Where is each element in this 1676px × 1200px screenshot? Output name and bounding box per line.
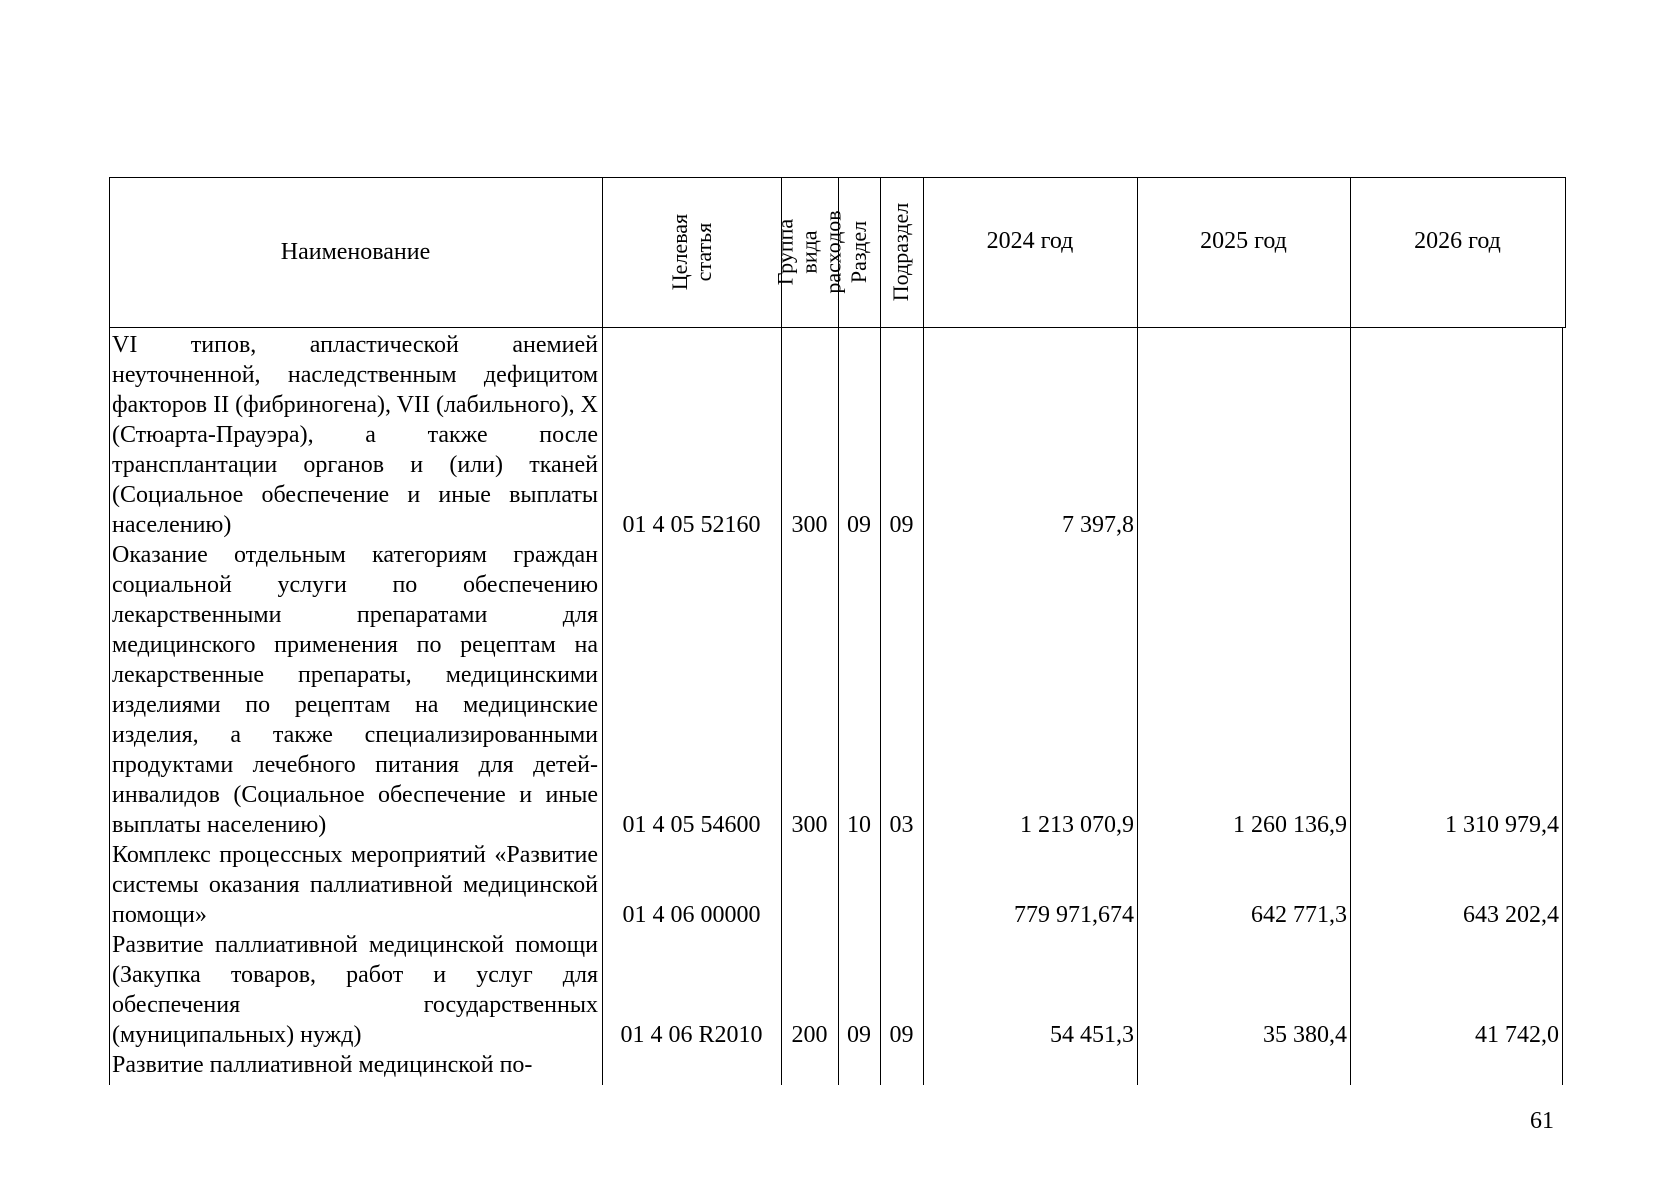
header-name: Наименование xyxy=(280,239,431,265)
row-name: Развитие паллиативной медицинской по- xyxy=(112,1052,533,1078)
budget-table xyxy=(109,177,1566,1085)
row-value-2024: 779 971,674 xyxy=(1014,902,1134,928)
row-name: Комплекс процессных мероприятий «Развитие системы оказания паллиативной медицинской помощи» xyxy=(112,842,598,928)
row-subsection: 03 xyxy=(889,812,914,838)
row-code: 01 4 06 R2010 xyxy=(620,1022,763,1048)
header-year-2024: 2024 год xyxy=(986,228,1074,254)
header-year-2025: 2025 год xyxy=(1200,228,1287,254)
row-value-2026: 41 742,0 xyxy=(1475,1022,1559,1048)
row-section: 09 xyxy=(847,1022,871,1048)
row-value-2025: 642 771,3 xyxy=(1251,902,1347,928)
header-subsection: Подраздел xyxy=(888,202,914,302)
row-group: 300 xyxy=(791,812,828,838)
row-value-2024: 1 213 070,9 xyxy=(1020,812,1134,838)
header-target-article: Целевая статья xyxy=(666,213,716,291)
row-value-2025: 35 380,4 xyxy=(1263,1022,1347,1048)
header-year-2026: 2026 год xyxy=(1414,228,1501,254)
row-section: 09 xyxy=(847,512,871,538)
row-group: 300 xyxy=(791,512,828,538)
col-border xyxy=(1562,327,1563,1085)
row-section: 10 xyxy=(847,812,871,838)
row-subsection: 09 xyxy=(889,1022,914,1048)
row-value-2025: 1 260 136,9 xyxy=(1233,812,1347,838)
row-value-2024: 7 397,8 xyxy=(1062,512,1134,538)
page-number: 61 xyxy=(1530,1108,1554,1134)
row-value-2026: 643 202,4 xyxy=(1463,902,1559,928)
row-code: 01 4 05 52160 xyxy=(622,512,761,538)
header-expense-group: Группа вида расходов xyxy=(772,210,846,294)
row-name: Развитие паллиативной медицинской помощи (Закупка товаров, работ и услуг для обеспечения государственных (муниципальных) нужд) xyxy=(112,932,598,1048)
row-value-2024: 54 451,3 xyxy=(1050,1022,1134,1048)
row-name: Оказание отдельным категориям граждан социальной услуги по обеспечению лекарственными препаратами для медицинского применения по рецептам на лекарственные препараты, медицинскими изделиями по рецептам на медицинские изделия, а также специализированными продуктами лечебного питания для детей-инвалидов (Социальное обеспечение и иные выплаты населению) xyxy=(112,542,598,838)
row-group: 200 xyxy=(791,1022,828,1048)
row-code: 01 4 05 54600 xyxy=(622,812,761,838)
row-subsection: 09 xyxy=(889,512,914,538)
row-code: 01 4 06 00000 xyxy=(622,902,761,928)
row-value-2026: 1 310 979,4 xyxy=(1445,812,1559,838)
row-name: VI типов, апластической анемией неуточненной, наследственным дефицитом факторов II (фибриногена), VII (лабильного), X (Стюарта-Прауэра), а также после трансплантации органов и (или) тканей (Социальное обеспечение и иные выплаты населению) xyxy=(112,332,598,538)
col-border xyxy=(1565,177,1566,327)
header-section: Раздел xyxy=(846,220,872,284)
